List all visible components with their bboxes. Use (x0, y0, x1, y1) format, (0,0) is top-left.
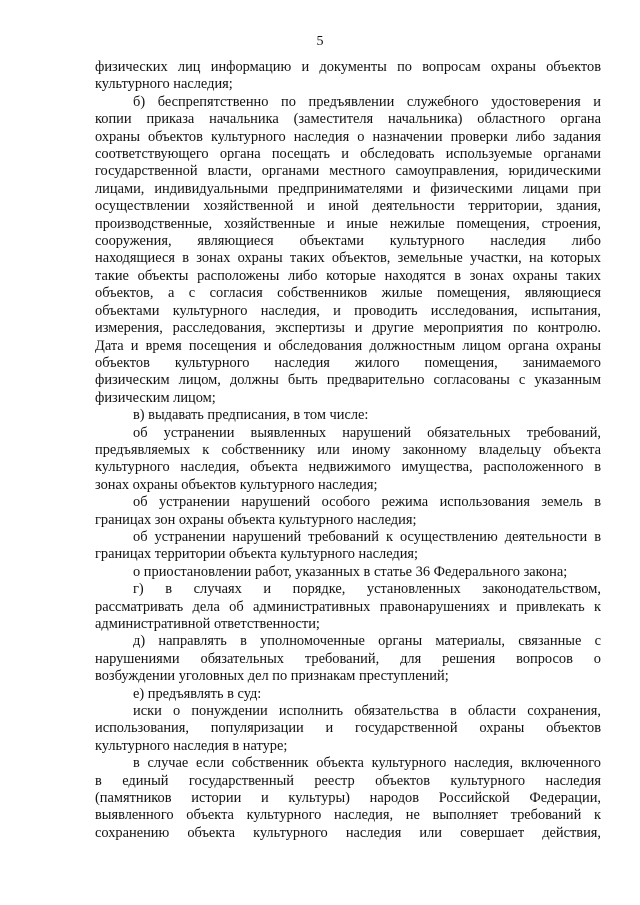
text-line: (памятников истории и культуры) народов Российской Федерации, (95, 790, 601, 807)
text-line: выявленного объекта культурного наследия, не выполняет требований к (95, 807, 601, 824)
text-line: нарушениями обязательных требований, для решения вопросов о (95, 650, 601, 667)
text-line: зонах охраны объектов культурного наследия; (95, 476, 378, 493)
text-line: д) направлять в уполномоченные органы материалы, связанные с (133, 633, 601, 650)
text-line: государственной власти, органами местного самоуправления, юридическими (95, 163, 601, 180)
text-line: культурного наследия в натуре; (95, 737, 288, 754)
text-line: копии приказа начальника (заместителя начальника) областного органа (95, 111, 601, 128)
text-line: измерения, расследования, экспертизы и другие мероприятия по контролю. (95, 320, 601, 337)
text-line: такие объекты расположены либо которые находятся в зонах охраны таких (95, 267, 601, 284)
body-text (95, 59, 601, 842)
text-line: б) беспрепятственно по предъявлении служебного удостоверения и (133, 93, 601, 110)
text-line: административной ответственности; (95, 616, 320, 632)
text-line: предъявляемых к собственнику или иному законному владельцу объекта (95, 441, 601, 458)
text-line: соответствующего органа посещать и обследовать используемые органами (95, 146, 601, 163)
text-line: границах зон охраны объекта культурного наследия; (95, 511, 417, 528)
text-line: объектами культурного наследия, и проводить исследования, испытания, (95, 302, 601, 319)
text-line: производственные, хозяйственные и иные нежилые помещения, строения, (95, 215, 601, 232)
text-line: в) выдавать предписания, в том числе: (133, 407, 369, 424)
text-line: в случае если собственник объекта культурного наследия, включенного (133, 755, 601, 772)
text-line: об устранении выявленных нарушений обязательных требований, (133, 424, 601, 441)
text-line: иски о понуждении исполнить обязательства в области сохранения, (133, 703, 601, 720)
text-line: объектов, а с согласия собственников жилые помещения, являющиеся (95, 285, 601, 302)
text-line: о приостановлении работ, указанных в статье 36 Федерального закона; (133, 563, 568, 580)
page-number: 5 (316, 34, 324, 49)
text-line: физических лиц информацию и документы по вопросам охраны объектов (95, 59, 601, 75)
text-line: в единый государственный реестр объектов культурного наследия (95, 772, 601, 789)
text-line: сооружения, являющиеся объектами культурного наследия либо (95, 233, 601, 250)
text-line: охраны объектов культурного наследия о назначении проверки либо задания (95, 128, 601, 145)
text-line: лицами, индивидуальными предпринимателями и физическими лицами при (95, 180, 601, 197)
text-line: физическим лицом; (95, 389, 216, 406)
text-line: физическим лицом, должны быть предварительно согласованы с указанным (95, 372, 601, 389)
text-line: г) в случаях и порядке, установленных законодательством, (133, 581, 601, 598)
text-line: культурного наследия, объекта недвижимого имущества, расположенного в (95, 459, 601, 476)
text-line: рассматривать дела об административных правонарушениях и привлекать к (95, 598, 601, 615)
text-line: границах территории объекта культурного наследия; (95, 546, 419, 563)
text-line: Дата и время посещения и обследования должностным лицом органа охраны (95, 337, 601, 354)
text-line: об устранении нарушений особого режима использования земель в (133, 494, 601, 511)
text-line: культурного наследия; (95, 76, 233, 93)
text-line: е) предъявлять в суд: (133, 685, 262, 702)
text-line: осуществлении хозяйственной и иной деятельности территории, здания, (95, 198, 601, 215)
text-line: возбуждении уголовных дел по признакам преступлений; (95, 668, 449, 685)
text-line: находящиеся в зонах охраны таких объектов, земельные участки, на которых (95, 250, 601, 267)
text-line: использования, популяризации и государственной охраны объектов (95, 720, 601, 737)
text-line: сохранению объекта культурного наследия или совершает действия, (95, 824, 601, 841)
text-line: об устранении нарушений требований к осуществлению деятельности в (133, 528, 601, 545)
text-line: объектов культурного наследия жилого помещения, занимаемого (95, 354, 601, 371)
